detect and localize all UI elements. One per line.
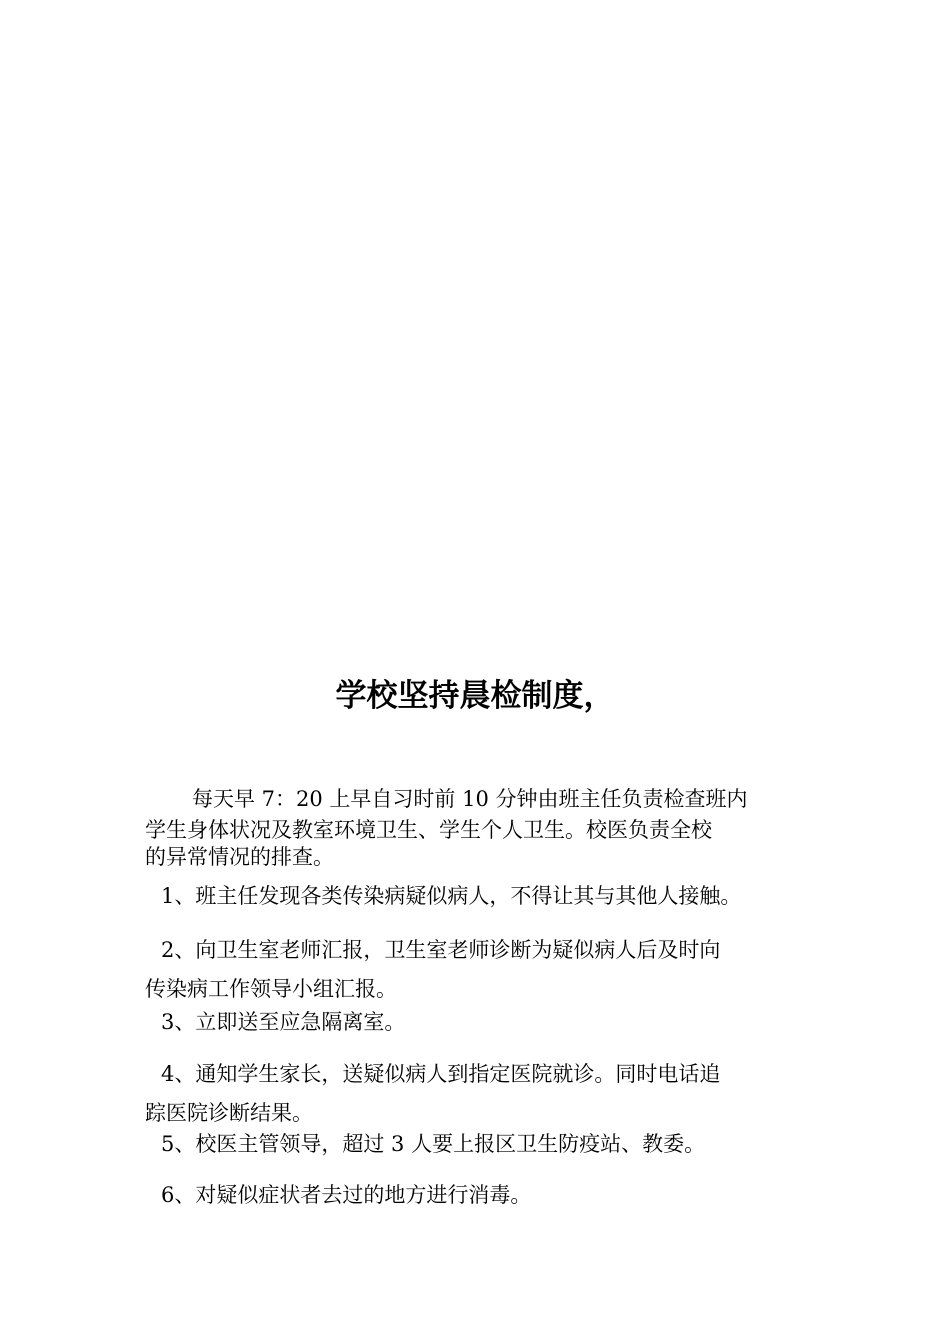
- list-item-text: 3、立即送至应急隔离室。: [161, 1010, 406, 1034]
- intro-line: 每天早 7：20 上早自习时前 10 分钟由班主任负责检查班内: [192, 787, 748, 811]
- list-item-text: 4、通知学生家长，送疑似病人到指定医院就诊。同时电话追: [161, 1062, 721, 1086]
- list-item-continuation: 传染病工作领导小组汇报。: [145, 977, 397, 1001]
- list-item-text: 6、对疑似症状者去过的地方进行消毒。: [161, 1183, 532, 1207]
- list-item-2: [145, 931, 826, 1009]
- list-item-text: 1、班主任发现各类传染病疑似病人，不得让其与其他人接触。: [161, 884, 742, 908]
- intro-line: 的异常情况的排查。: [145, 845, 334, 869]
- list-item-3: [145, 1007, 826, 1037]
- list-item-5: [145, 1129, 826, 1159]
- list-item-text: 5、校医主管领导，超过 3 人要上报区卫生防疫站、教委。: [161, 1132, 706, 1156]
- intro-line: 学生身体状况及教室环境卫生、学生个人卫生。校医负责全校: [145, 818, 712, 842]
- list-item-text: 2、向卫生室老师汇报，卫生室老师诊断为疑似病人后及时向: [161, 938, 721, 962]
- list-item-4: [145, 1055, 826, 1133]
- list-item-6: [145, 1180, 826, 1210]
- intro-paragraph: [145, 782, 810, 871]
- document-title: 学校坚持晨检制度，: [335, 678, 615, 714]
- list-item-1: [145, 881, 826, 911]
- list-item-continuation: 踪医院诊断结果。: [145, 1101, 313, 1125]
